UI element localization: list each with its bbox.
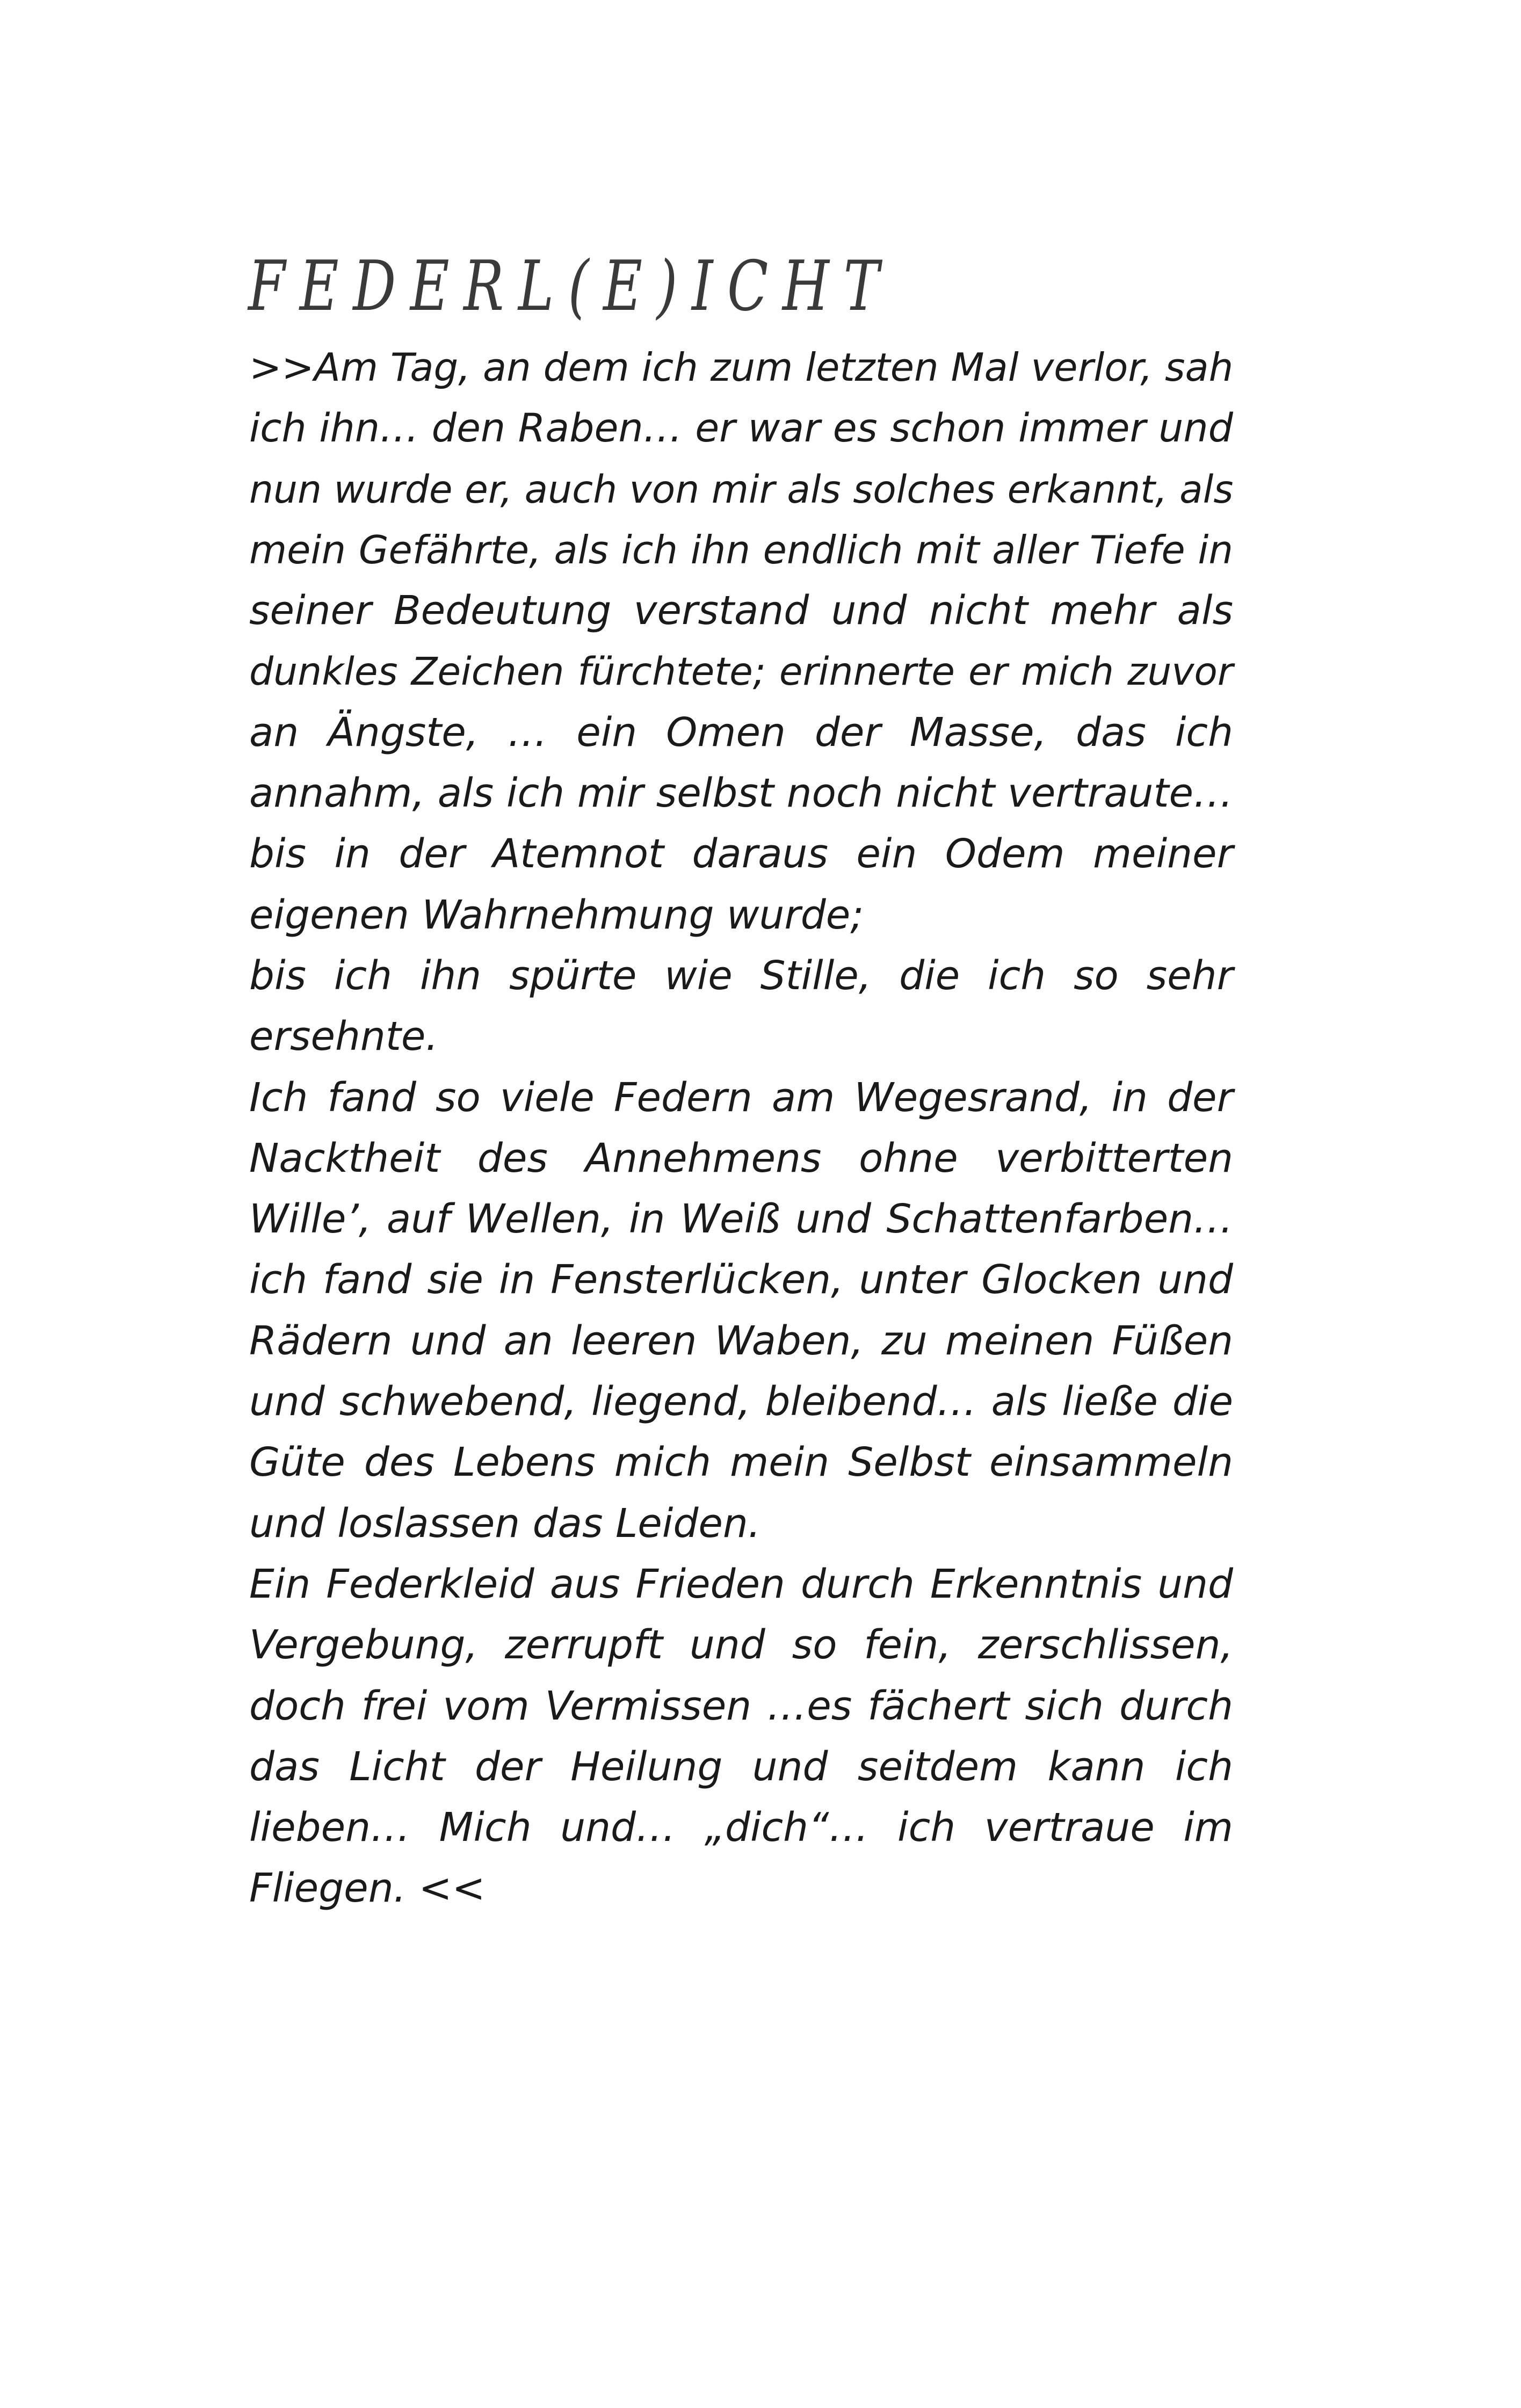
text-line: Ein Federkleid aus Frieden durch Erkenntnis und (249, 1561, 1233, 1607)
text-line: Vergebung, zerrupft und so fein, zerschlissen, (249, 1622, 1233, 1669)
text-line: ich ihn… den Raben… er war es schon immer und (249, 405, 1233, 452)
text-line: und schwebend, liegend, bleibend… als ließe die (249, 1379, 1233, 1425)
text-line: >>Am Tag, an dem ich zum letzten Mal verlor, sah (249, 345, 1234, 390)
document-title: FEDERL(E)ICHT (248, 246, 894, 327)
text-line: Fliegen. << (249, 1865, 486, 1912)
text-line: annahm, als ich mir selbst noch nicht vertraute… (249, 770, 1233, 817)
text-line: doch frei vom Vermissen …es fächert sich durch (249, 1682, 1233, 1729)
text-line: an Ängste, … ein Omen der Masse, das ich (249, 709, 1233, 756)
text-line: eigenen Wahrnehmung wurde; (249, 891, 864, 938)
text-line: bis in der Atemnot daraus ein Odem meiner (249, 831, 1233, 877)
text-line: ersehnte. (249, 1013, 438, 1060)
text-line: lieben… Mich und… „dich“… ich vertraue im (249, 1804, 1233, 1851)
text-line: nun wurde er, auch von mir als solches erkannt, als (249, 467, 1234, 512)
text-line: Nacktheit des Annehmens ohne verbitterten (249, 1135, 1233, 1181)
text-line: Ich fand so viele Federn am Wegesrand, in der (249, 1074, 1233, 1121)
text-line: ich fand sie in Fensterlücken, unter Glocken und (249, 1257, 1233, 1303)
text-line: Rädern und an leeren Waben, zu meinen Füßen (249, 1317, 1233, 1364)
text-line: Wille’, auf Wellen, in Weiß und Schattenfarben… (249, 1196, 1233, 1243)
text-line: mein Gefährte, als ich ihn endlich mit aller Tiefe in (249, 527, 1233, 572)
text-line: Güte des Lebens mich mein Selbst einsammeln (249, 1439, 1233, 1486)
text-line: das Licht der Heilung und seitdem kann ich (249, 1743, 1233, 1790)
text-line: bis ich ihn spürte wie Stille, die ich so sehr (249, 952, 1233, 999)
poem-body (249, 337, 1233, 1919)
text-line: und loslassen das Leiden. (249, 1500, 761, 1547)
text-line: seiner Bedeutung verstand und nicht mehr als (249, 588, 1233, 634)
text-line: dunkles Zeichen fürchtete; erinnerte er mich zuvor (249, 649, 1233, 694)
